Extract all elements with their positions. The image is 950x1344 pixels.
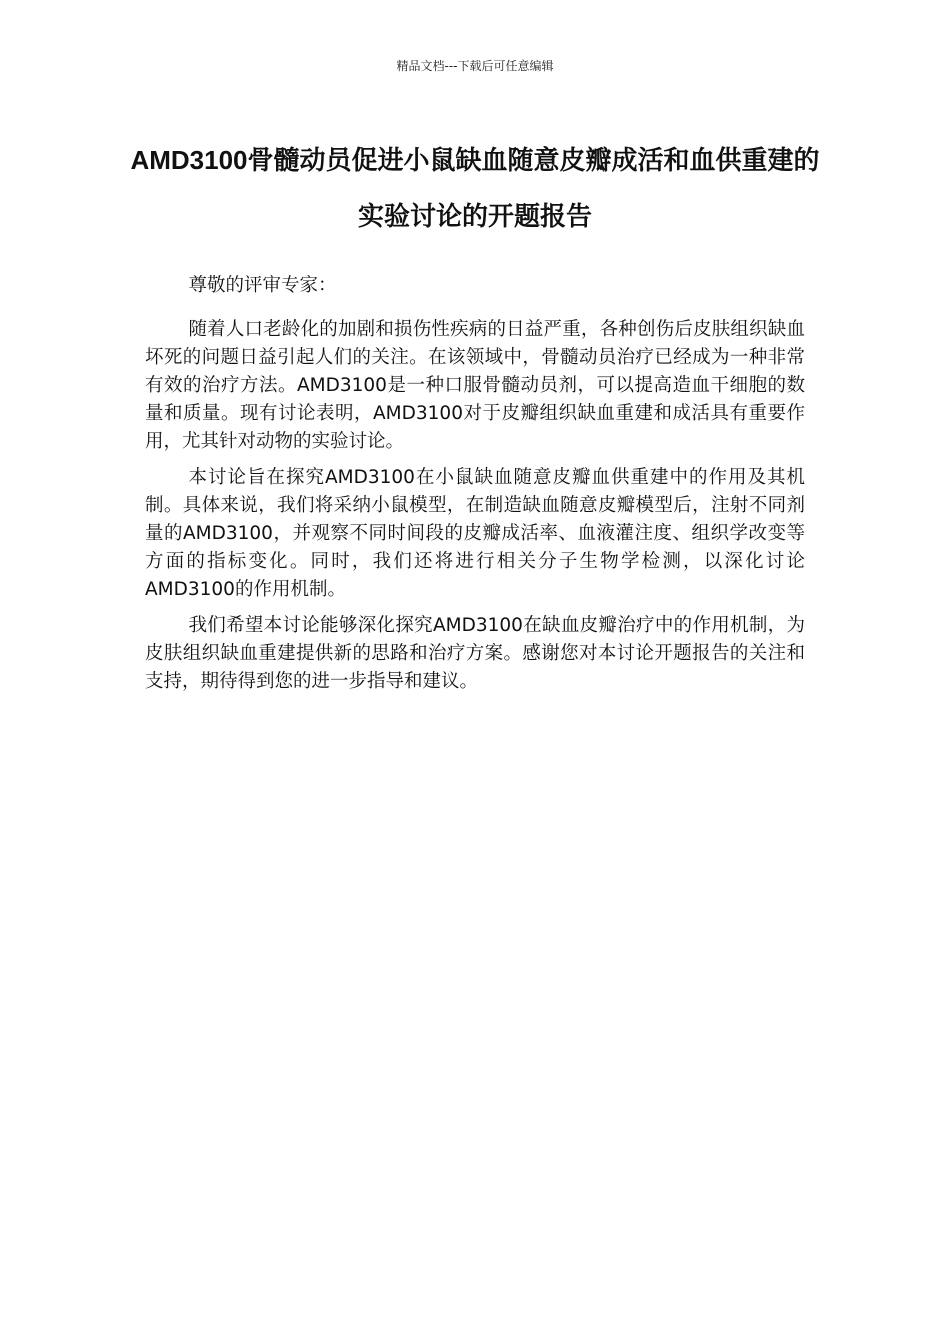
body-paragraph: 随着人口老龄化的加剧和损伤性疾病的日益严重，各种创伤后皮肤组织缺血坏死的问题日益引起人们的关注。在该领域中，骨髓动员治疗已经成为一种非常有效的治疗方法。AMD3100是一种口服骨髓动员剂，可以提高造血干细胞的数量和质量。现有讨论表明，AMD3100对于皮瓣组织缺血重建和成活具有重要作用，尤其针对动物的实验讨论。 [145,319,805,452]
body-paragraph: 我们希望本讨论能够深化探究AMD3100在缺血皮瓣治疗中的作用机制，为皮肤组织缺血重建提供新的思路和治疗方案。感谢您对本讨论开题报告的关注和支持，期待得到您的进一步指导和建议。 [145,615,805,692]
document-body [145,272,805,704]
salutation: 尊敬的评审专家： [188,275,337,296]
document-title: AMD3100骨髓动员促进小鼠缺血随意皮瓣成活和血供重建的实验讨论的开题报告 [130,145,820,231]
page-header: 精品文档---下载后可任意编辑 [396,59,554,73]
body-paragraph: 本讨论旨在探究AMD3100在小鼠缺血随意皮瓣血供重建中的作用及其机制。具体来说，我们将采纳小鼠模型，在制造缺血随意皮瓣模型后，注射不同剂量的AMD3100，并观察不同时间段的皮瓣成活率、血液灌注度、组织学改变等方面的指标变化。同时，我们还将进行相关分子生物学检测，以深化讨论AMD3100的作用机制。 [145,467,805,600]
